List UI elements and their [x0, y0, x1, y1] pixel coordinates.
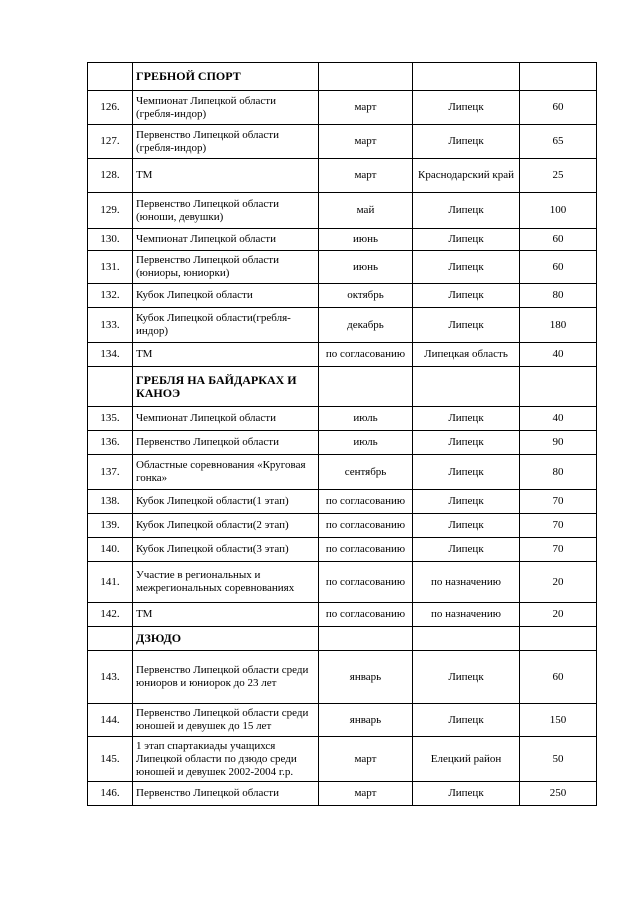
table-row: [88, 562, 597, 603]
cell-participants: 20: [520, 562, 597, 603]
cell-number: [88, 63, 133, 91]
cell-place: Липецк: [413, 455, 520, 490]
cell-event-name: Первенство Липецкой области: [133, 782, 319, 806]
cell-date: январь: [319, 704, 413, 737]
cell-number: [88, 627, 133, 651]
section-header-row: [88, 63, 597, 91]
cell-participants: 60: [520, 651, 597, 704]
cell-event-name: Первенство Липецкой области среди юниоров и юниорок до 23 лет: [133, 651, 319, 704]
cell-number: 136.: [88, 431, 133, 455]
cell-participants: [520, 627, 597, 651]
table-row: [88, 229, 597, 251]
cell-place: Липецк: [413, 514, 520, 538]
cell-participants: 80: [520, 455, 597, 490]
cell-place: Липецк: [413, 125, 520, 159]
table-row: [88, 193, 597, 229]
cell-place: Липецк: [413, 704, 520, 737]
section-title: ДЗЮДО: [133, 627, 319, 651]
cell-place: Липецк: [413, 490, 520, 514]
cell-participants: 70: [520, 514, 597, 538]
table-row: [88, 737, 597, 782]
cell-event-name: 1 этап спартакиады учащихся Липецкой области по дзюдо среди юношей и девушек 2002-2004 г.р.: [133, 737, 319, 782]
cell-number: 144.: [88, 704, 133, 737]
cell-participants: 25: [520, 159, 597, 193]
cell-event-name: Кубок Липецкой области(1 этап): [133, 490, 319, 514]
cell-event-name: Первенство Липецкой области: [133, 431, 319, 455]
cell-participants: [520, 367, 597, 407]
cell-event-name: Первенство Липецкой области (юниоры, юниорки): [133, 251, 319, 284]
cell-participants: 90: [520, 431, 597, 455]
cell-participants: 50: [520, 737, 597, 782]
table-row: [88, 284, 597, 308]
table-row: [88, 308, 597, 343]
cell-event-name: Первенство Липецкой области среди юношей и девушек до 15 лет: [133, 704, 319, 737]
cell-number: 141.: [88, 562, 133, 603]
cell-date: [319, 63, 413, 91]
cell-place: Липецк: [413, 538, 520, 562]
cell-place: Липецк: [413, 308, 520, 343]
table-row: [88, 159, 597, 193]
schedule-table-body: [88, 63, 597, 806]
cell-participants: 40: [520, 407, 597, 431]
table-row: [88, 407, 597, 431]
cell-place: Липецк: [413, 193, 520, 229]
cell-date: по согласованию: [319, 343, 413, 367]
cell-date: по согласованию: [319, 562, 413, 603]
cell-event-name: Чемпионат Липецкой области: [133, 407, 319, 431]
cell-event-name: Участие в региональных и межрегиональных соревнованиях: [133, 562, 319, 603]
cell-place: Елецкий район: [413, 737, 520, 782]
cell-date: март: [319, 159, 413, 193]
table-row: [88, 343, 597, 367]
cell-date: июнь: [319, 229, 413, 251]
cell-event-name: Кубок Липецкой области(2 этап): [133, 514, 319, 538]
cell-date: март: [319, 91, 413, 125]
cell-number: 130.: [88, 229, 133, 251]
cell-number: 138.: [88, 490, 133, 514]
table-row: [88, 490, 597, 514]
cell-number: 129.: [88, 193, 133, 229]
cell-place: Липецк: [413, 407, 520, 431]
cell-date: октябрь: [319, 284, 413, 308]
cell-date: май: [319, 193, 413, 229]
cell-place: Краснодарский край: [413, 159, 520, 193]
cell-place: по назначению: [413, 562, 520, 603]
cell-date: март: [319, 782, 413, 806]
cell-number: 131.: [88, 251, 133, 284]
cell-place: Липецкая область: [413, 343, 520, 367]
cell-participants: 250: [520, 782, 597, 806]
cell-event-name: Кубок Липецкой области(гребля-индор): [133, 308, 319, 343]
table-row: [88, 455, 597, 490]
cell-place: Липецк: [413, 782, 520, 806]
cell-number: 139.: [88, 514, 133, 538]
table-row: [88, 125, 597, 159]
cell-participants: 20: [520, 603, 597, 627]
cell-number: 133.: [88, 308, 133, 343]
cell-event-name: ТМ: [133, 159, 319, 193]
cell-participants: 60: [520, 229, 597, 251]
table-row: [88, 603, 597, 627]
table-row: [88, 651, 597, 704]
cell-place: [413, 367, 520, 407]
cell-date: январь: [319, 651, 413, 704]
table-row: [88, 431, 597, 455]
cell-number: 137.: [88, 455, 133, 490]
cell-event-name: ТМ: [133, 603, 319, 627]
table-row: [88, 514, 597, 538]
cell-event-name: Кубок Липецкой области(3 этап): [133, 538, 319, 562]
cell-place: Липецк: [413, 431, 520, 455]
cell-date: июль: [319, 431, 413, 455]
cell-date: по согласованию: [319, 603, 413, 627]
cell-date: июнь: [319, 251, 413, 284]
cell-participants: 60: [520, 251, 597, 284]
cell-date: по согласованию: [319, 514, 413, 538]
table-row: [88, 782, 597, 806]
cell-participants: 180: [520, 308, 597, 343]
cell-place: по назначению: [413, 603, 520, 627]
cell-participants: 80: [520, 284, 597, 308]
cell-number: 126.: [88, 91, 133, 125]
cell-date: март: [319, 125, 413, 159]
cell-participants: 150: [520, 704, 597, 737]
cell-participants: 70: [520, 490, 597, 514]
section-header-row: [88, 627, 597, 651]
section-header-row: [88, 367, 597, 407]
cell-place: Липецк: [413, 229, 520, 251]
cell-participants: 60: [520, 91, 597, 125]
cell-event-name: ТМ: [133, 343, 319, 367]
table-row: [88, 704, 597, 737]
cell-participants: 100: [520, 193, 597, 229]
cell-date: сентябрь: [319, 455, 413, 490]
cell-event-name: Областные соревнования «Круговая гонка»: [133, 455, 319, 490]
cell-participants: 65: [520, 125, 597, 159]
cell-number: [88, 367, 133, 407]
cell-place: [413, 63, 520, 91]
cell-place: Липецк: [413, 284, 520, 308]
section-title: ГРЕБЛЯ НА БАЙДАРКАХ И КАНОЭ: [133, 367, 319, 407]
cell-participants: 70: [520, 538, 597, 562]
cell-number: 128.: [88, 159, 133, 193]
cell-event-name: Чемпионат Липецкой области (гребля-индор): [133, 91, 319, 125]
cell-event-name: Первенство Липецкой области (юноши, девушки): [133, 193, 319, 229]
section-title: ГРЕБНОЙ СПОРТ: [133, 63, 319, 91]
table-row: [88, 538, 597, 562]
cell-number: 142.: [88, 603, 133, 627]
cell-place: Липецк: [413, 91, 520, 125]
cell-date: [319, 367, 413, 407]
cell-number: 146.: [88, 782, 133, 806]
cell-number: 135.: [88, 407, 133, 431]
cell-number: 127.: [88, 125, 133, 159]
cell-number: 140.: [88, 538, 133, 562]
cell-date: декабрь: [319, 308, 413, 343]
table-row: [88, 251, 597, 284]
cell-date: июль: [319, 407, 413, 431]
cell-date: по согласованию: [319, 538, 413, 562]
cell-event-name: Первенство Липецкой области (гребля-индор): [133, 125, 319, 159]
cell-event-name: Кубок Липецкой области: [133, 284, 319, 308]
cell-number: 134.: [88, 343, 133, 367]
cell-place: [413, 627, 520, 651]
cell-event-name: Чемпионат Липецкой области: [133, 229, 319, 251]
table-row: [88, 91, 597, 125]
cell-participants: 40: [520, 343, 597, 367]
cell-participants: [520, 63, 597, 91]
cell-number: 132.: [88, 284, 133, 308]
schedule-table: [87, 62, 597, 806]
cell-place: Липецк: [413, 651, 520, 704]
cell-date: [319, 627, 413, 651]
cell-place: Липецк: [413, 251, 520, 284]
cell-date: март: [319, 737, 413, 782]
cell-number: 143.: [88, 651, 133, 704]
cell-date: по согласованию: [319, 490, 413, 514]
cell-number: 145.: [88, 737, 133, 782]
